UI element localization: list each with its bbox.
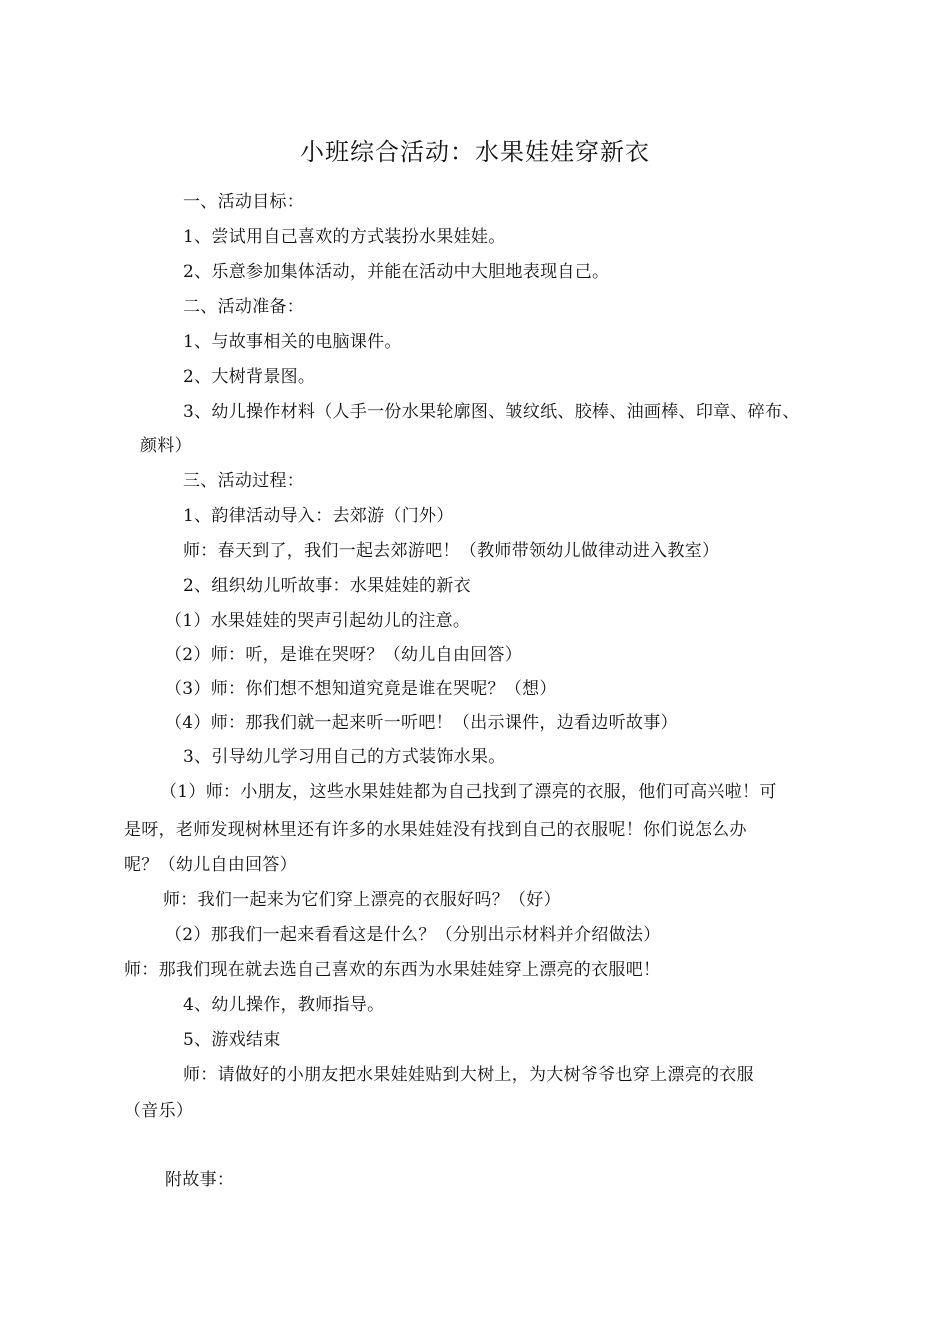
appendix-story-label: 附故事：: [165, 1170, 235, 1190]
prep-item-1: 1、与故事相关的电脑课件。: [183, 332, 402, 352]
process-step-1-teacher: 师：春天到了，我们一起去郊游吧！（教师带领幼儿做律动进入教室）: [183, 541, 720, 561]
section-heading-goals: 一、活动目标：: [183, 192, 305, 212]
process-step-4: 4、幼儿操作，教师指导。: [183, 995, 385, 1015]
process-step-5-teacher-cont: （音乐）: [124, 1101, 194, 1121]
process-step-3-sub-1-cont-b: 呢？（幼儿自由回答）: [124, 855, 297, 875]
process-step-3-sub-1-cont-a: 是呀，老师发现树林里还有许多的水果娃娃没有找到自己的衣服呢！你们说怎么办: [124, 820, 747, 840]
section-heading-process: 三、活动过程：: [183, 471, 305, 491]
process-step-3: 3、引导幼儿学习用自己的方式装饰水果。: [183, 747, 506, 767]
goal-item-1: 1、尝试用自己喜欢的方式装扮水果娃娃。: [183, 227, 506, 247]
document-title: 小班综合活动：水果娃娃穿新衣: [300, 138, 650, 166]
process-step-2-sub-1: （1）水果娃娃的哭声引起幼儿的注意。: [165, 611, 471, 631]
prep-item-3: 3、幼儿操作材料（人手一份水果轮廓图、皱纹纸、胶棒、油画棒、印章、碎布、: [183, 402, 800, 422]
process-step-2-sub-4: （4）师：那我们就一起来听一听吧！（出示课件，边看边听故事）: [165, 713, 678, 733]
section-heading-preparation: 二、活动准备：: [183, 297, 305, 317]
process-step-1: 1、韵律活动导入：去郊游（门外）: [183, 506, 454, 526]
process-step-3-teacher: 师：我们一起来为它们穿上漂亮的衣服好吗？（好）: [163, 890, 561, 910]
process-step-3-teacher-2: 师：那我们现在就去选自己喜欢的东西为水果娃娃穿上漂亮的衣服吧！: [124, 960, 661, 980]
process-step-3-sub-2: （2）那我们一起来看看这是什么？（分别出示材料并介绍做法）: [165, 925, 661, 945]
prep-item-2: 2、大树背景图。: [183, 367, 316, 387]
prep-item-3-cont: 颜料）: [140, 436, 192, 456]
goal-item-2: 2、乐意参加集体活动，并能在活动中大胆地表现自己。: [183, 262, 610, 282]
process-step-5: 5、游戏结束: [183, 1030, 281, 1050]
process-step-2-sub-3: （3）师：你们想不想知道究竟是谁在哭呢？（想）: [165, 679, 557, 699]
process-step-2: 2、组织幼儿听故事：水果娃娃的新衣: [183, 576, 471, 596]
process-step-2-sub-2: （2）师：听，是谁在哭呀？（幼儿自由回答）: [165, 645, 523, 665]
process-step-3-sub-1: （1）师：小朋友，这些水果娃娃都为自己找到了漂亮的衣服，他们可高兴啦！可: [160, 782, 777, 802]
process-step-5-teacher: 师：请做好的小朋友把水果娃娃贴到大树上，为大树爷爷也穿上漂亮的衣服: [183, 1065, 754, 1085]
